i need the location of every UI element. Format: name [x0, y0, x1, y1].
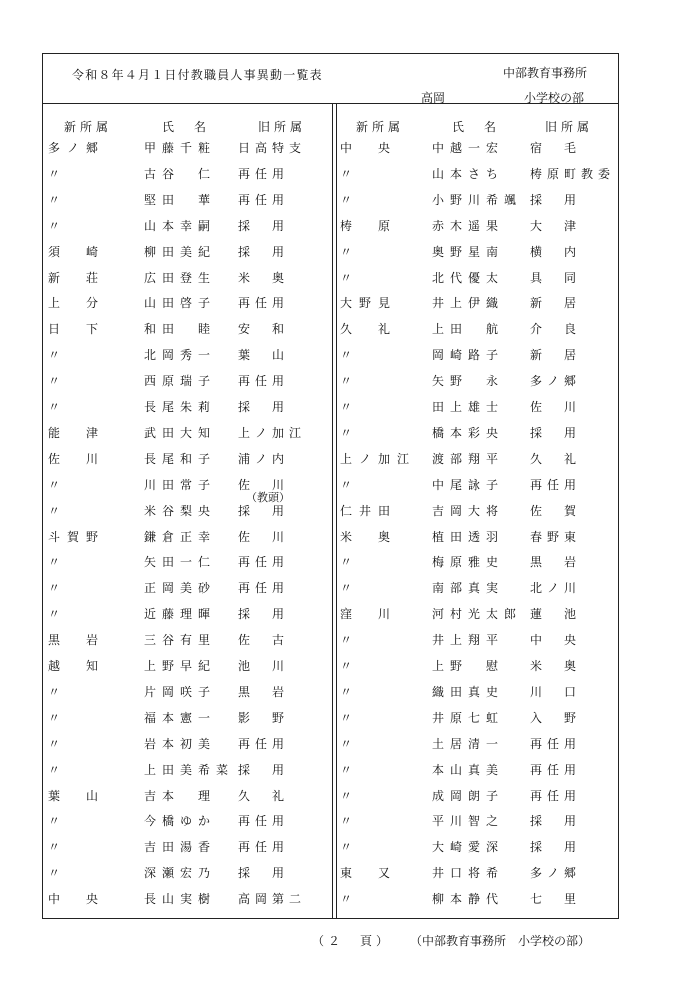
old-school-cell: 再任用: [238, 581, 290, 596]
person-name-cell: 今橋ゆか: [144, 814, 217, 829]
new-school-cell: 〃: [340, 762, 360, 777]
old-school-cell: 影 野: [238, 710, 290, 725]
old-school-cell: 黒 岩: [530, 555, 582, 570]
table-row: [0, 761, 700, 781]
person-name-cell: 矢野 永: [432, 374, 505, 389]
person-name-cell: 田上雄士: [432, 400, 505, 414]
table-row: [0, 579, 700, 599]
new-school-cell: 仁井田: [340, 503, 398, 518]
old-school-cell: 池 川: [238, 659, 290, 673]
new-school-cell: 〃: [340, 892, 360, 907]
new-school-cell: 上ノ加江: [340, 451, 417, 466]
person-name-cell: 長尾朱莉: [144, 400, 217, 414]
old-school-cell: 黒 岩: [238, 684, 290, 699]
old-school-cell: 具 同: [530, 270, 582, 285]
table-row: [0, 864, 700, 884]
old-school-cell: 採 用: [238, 400, 290, 414]
table-row: [0, 294, 700, 314]
new-school-cell: 東 又: [340, 866, 398, 881]
old-school-cell: 久 礼: [238, 788, 290, 803]
table-row: [0, 553, 700, 573]
new-school-cell: 久 礼: [340, 322, 398, 337]
person-name-cell: 上田 航: [432, 322, 505, 337]
old-school-cell: 採 用: [530, 814, 582, 829]
new-school-cell: 〃: [340, 788, 360, 803]
old-school-cell: 七 里: [530, 892, 582, 907]
new-school-cell: 上 分: [48, 296, 106, 311]
old-school-cell: 再任用: [238, 840, 290, 855]
new-school-cell: 〃: [340, 710, 360, 725]
person-name-cell: 成岡朗子: [432, 788, 505, 803]
old-school-cell: 介 良: [530, 322, 582, 337]
old-school-cell: 上ノ加江: [238, 425, 307, 440]
person-name-cell: 橋本彩央: [432, 425, 505, 440]
table-row: [0, 502, 700, 522]
new-school-cell: 〃: [340, 166, 360, 181]
old-school-cell: 川 口: [530, 684, 582, 699]
new-school-cell: 新 荘: [48, 270, 106, 285]
person-name-cell: 和田 睦: [144, 322, 217, 337]
old-school-cell: 再任用: [238, 814, 290, 829]
new-school-cell: 〃: [48, 555, 68, 570]
table-row: [0, 476, 700, 496]
new-school-cell: 〃: [340, 425, 360, 440]
new-school-cell: 黒 岩: [48, 633, 106, 648]
new-school-cell: 〃: [340, 736, 360, 751]
new-school-cell: 〃: [48, 866, 68, 881]
person-name-cell: 山本さち: [432, 166, 505, 181]
old-school-cell: 浦ノ内: [238, 451, 290, 466]
person-name-cell: 古谷 仁: [144, 166, 217, 181]
old-school-cell: 再任用: [238, 166, 290, 181]
new-school-cell: 〃: [48, 348, 68, 363]
person-name-cell: 西原瑞子: [144, 374, 217, 389]
old-school-cell: 佐 川: [530, 400, 582, 414]
new-school-cell: 〃: [48, 840, 68, 855]
person-name-cell: 鎌倉正幸: [144, 529, 217, 544]
table-row: [0, 191, 700, 211]
old-school-cell: 採 用: [530, 192, 582, 207]
person-name-cell: 武田大知: [144, 425, 217, 440]
new-school-cell: 〃: [48, 762, 68, 777]
new-school-cell: 〃: [48, 607, 68, 622]
new-school-cell: 〃: [340, 633, 360, 648]
new-school-cell: 米 奥: [340, 529, 398, 544]
person-name-cell: 片岡咲子: [144, 684, 217, 699]
person-name-cell: 大崎愛深: [432, 840, 505, 855]
old-school-cell: 宿 毛: [530, 141, 582, 155]
old-school-cell: 佐 川: [238, 477, 290, 492]
person-name-cell: 河村光太郎: [432, 607, 523, 622]
new-school-cell: 〃: [48, 684, 68, 699]
new-school-cell: 〃: [340, 659, 360, 673]
new-school-cell: 〃: [340, 400, 360, 414]
new-school-cell: 〃: [48, 581, 68, 596]
new-school-cell: 〃: [48, 192, 68, 207]
office-name: 中部教育事務所: [503, 66, 588, 80]
person-name-cell: 上田美希菜: [144, 762, 235, 777]
col-header-name: 氏 名: [162, 120, 211, 134]
person-name-cell: 渡部翔平: [432, 451, 505, 466]
old-school-cell: 佐 古: [238, 633, 290, 648]
new-school-cell: 佐 川: [48, 451, 106, 466]
person-name-cell: 赤木遥果: [432, 218, 505, 233]
person-name-cell: 小野川希颯: [432, 192, 523, 207]
old-school-cell: 再任用: [530, 762, 582, 777]
person-name-cell: 中越一宏: [432, 141, 505, 155]
person-name-cell: 福本憲一: [144, 710, 217, 725]
new-school-cell: 中 央: [48, 892, 106, 907]
new-school-cell: 日 下: [48, 322, 106, 337]
old-school-cell: 横 内: [530, 244, 582, 259]
new-school-cell: 〃: [48, 166, 68, 181]
new-school-cell: 越 知: [48, 659, 106, 673]
new-school-cell: 〃: [48, 477, 68, 492]
position-note: （教頭）: [246, 491, 290, 504]
person-name-cell: 柳本静代: [432, 892, 505, 907]
table-row: [0, 735, 700, 755]
person-name-cell: 米谷梨央: [144, 503, 217, 518]
person-name-cell: 奥野星南: [432, 244, 505, 259]
new-school-cell: 〃: [48, 814, 68, 829]
new-school-cell: 〃: [340, 840, 360, 855]
new-school-cell: 斗賀野: [48, 529, 106, 544]
person-name-cell: 正岡美砂: [144, 581, 217, 596]
new-school-cell: 大野見: [340, 296, 398, 311]
person-name-cell: 南部真実: [432, 581, 505, 596]
person-name-cell: 植田透羽: [432, 529, 505, 544]
person-name-cell: 深瀬宏乃: [144, 866, 217, 881]
old-school-cell: 米 奥: [530, 659, 582, 673]
person-name-cell: 近藤理暉: [144, 607, 217, 622]
person-name-cell: 井口将希: [432, 866, 505, 881]
table-row: [0, 450, 700, 470]
new-school-cell: 須 崎: [48, 244, 106, 259]
person-name-cell: 土居清一: [432, 736, 505, 751]
new-school-cell: 〃: [340, 555, 360, 570]
page-number: （２ 頁）: [312, 934, 393, 948]
table-row: [0, 269, 700, 289]
new-school-cell: 梼 原: [340, 218, 398, 233]
col-header-new-school: 新所属: [64, 120, 113, 134]
table-row: [0, 320, 700, 340]
person-name-cell: 甲藤千粧: [144, 141, 217, 155]
old-school-cell: 再任用: [238, 374, 290, 389]
person-name-cell: 上野 慰: [432, 659, 505, 673]
person-name-cell: 三谷有里: [144, 633, 217, 648]
person-name-cell: 織田真史: [432, 684, 505, 699]
person-name-cell: 柳田美紀: [144, 244, 217, 259]
old-school-cell: 佐 川: [238, 529, 290, 544]
person-name-cell: 広田登生: [144, 270, 217, 285]
old-school-cell: 入 野: [530, 710, 582, 725]
table-row: [0, 528, 700, 548]
new-school-cell: 〃: [340, 374, 360, 389]
document-title: 令和８年４月１日付教職員人事異動一覧表: [72, 68, 323, 82]
table-row: [0, 165, 700, 185]
person-name-cell: 上野早紀: [144, 659, 217, 673]
old-school-cell: 採 用: [238, 503, 290, 518]
new-school-cell: 窪 川: [340, 607, 398, 622]
person-name-cell: 吉田湯香: [144, 840, 217, 855]
person-name-cell: 井原七虹: [432, 710, 505, 725]
table-row: [0, 709, 700, 729]
old-school-cell: 採 用: [238, 607, 290, 622]
old-school-cell: 再任用: [238, 555, 290, 570]
old-school-cell: 中 央: [530, 633, 582, 648]
person-name-cell: 川田常子: [144, 477, 217, 492]
table-row: [0, 631, 700, 651]
table-row: [0, 787, 700, 807]
old-school-cell: 再任用: [530, 477, 582, 492]
old-school-cell: 再任用: [238, 192, 290, 207]
old-school-cell: 再任用: [530, 736, 582, 751]
section-name: 小学校の部: [524, 91, 585, 105]
person-name-cell: 北岡秀一: [144, 348, 217, 363]
old-school-cell: 大 津: [530, 218, 582, 233]
table-row: [0, 398, 700, 418]
col-header-old-school: 旧所属: [545, 120, 594, 134]
old-school-cell: 採 用: [238, 762, 290, 777]
person-name-cell: 山田啓子: [144, 296, 217, 311]
new-school-cell: 〃: [48, 400, 68, 414]
old-school-cell: 梼原町教委: [530, 166, 616, 181]
new-school-cell: 〃: [340, 477, 360, 492]
new-school-cell: 〃: [340, 684, 360, 699]
old-school-cell: 再任用: [238, 736, 290, 751]
person-name-cell: 井上伊織: [432, 296, 505, 311]
table-row: [0, 683, 700, 703]
old-school-cell: 米 奥: [238, 270, 290, 285]
person-name-cell: 中尾詠子: [432, 477, 505, 492]
old-school-cell: 採 用: [530, 425, 582, 440]
old-school-cell: 日高特支: [238, 141, 307, 155]
new-school-cell: 多ノ郷: [48, 141, 106, 155]
table-row: [0, 372, 700, 392]
old-school-cell: 葉 山: [238, 348, 290, 363]
person-name-cell: 井上翔平: [432, 633, 505, 648]
table-row: [0, 812, 700, 832]
old-school-cell: 多ノ郷: [530, 866, 582, 881]
new-school-cell: 〃: [48, 710, 68, 725]
old-school-cell: 佐 賀: [530, 503, 582, 518]
old-school-cell: 採 用: [238, 244, 290, 259]
person-name-cell: 北代優太: [432, 270, 505, 285]
col-header-new-school: 新所属: [356, 120, 405, 134]
person-name-cell: 梅原雅史: [432, 555, 505, 570]
new-school-cell: 〃: [340, 581, 360, 596]
new-school-cell: 〃: [340, 814, 360, 829]
new-school-cell: 〃: [48, 503, 68, 518]
old-school-cell: 北ノ川: [530, 581, 582, 596]
person-name-cell: 本山真美: [432, 762, 505, 777]
region-name: 高岡: [421, 91, 446, 105]
new-school-cell: 〃: [340, 348, 360, 363]
old-school-cell: 再任用: [238, 296, 290, 311]
old-school-cell: 久 礼: [530, 451, 582, 466]
header-divider: [42, 103, 619, 104]
new-school-cell: 〃: [340, 270, 360, 285]
new-school-cell: 〃: [48, 218, 68, 233]
table-row: [0, 243, 700, 263]
person-name-cell: 山本幸嗣: [144, 218, 217, 233]
old-school-cell: 採 用: [238, 866, 290, 881]
new-school-cell: 〃: [48, 736, 68, 751]
table-row: [0, 424, 700, 444]
new-school-cell: 〃: [340, 192, 360, 207]
table-row: [0, 838, 700, 858]
old-school-cell: 高岡第二: [238, 892, 307, 907]
old-school-cell: 再任用: [530, 788, 582, 803]
person-name-cell: 吉本 理: [144, 788, 217, 803]
old-school-cell: 採 用: [530, 840, 582, 855]
old-school-cell: 採 用: [238, 218, 290, 233]
person-name-cell: 堅田 華: [144, 192, 217, 207]
table-row: [0, 890, 700, 910]
person-name-cell: 吉岡大将: [432, 503, 505, 518]
old-school-cell: 新 居: [530, 296, 582, 311]
person-name-cell: 長山実樹: [144, 892, 217, 907]
table-row: [0, 217, 700, 237]
new-school-cell: 〃: [48, 374, 68, 389]
new-school-cell: 中 央: [340, 141, 398, 155]
person-name-cell: 長尾和子: [144, 451, 217, 466]
person-name-cell: 平川智之: [432, 814, 505, 829]
old-school-cell: 安 和: [238, 322, 290, 337]
old-school-cell: 蓮 池: [530, 607, 582, 622]
col-header-name: 氏 名: [452, 120, 501, 134]
col-header-old-school: 旧所属: [258, 120, 307, 134]
table-row: [0, 346, 700, 366]
new-school-cell: 葉 山: [48, 788, 106, 803]
new-school-cell: 〃: [340, 244, 360, 259]
person-name-cell: 岩本初美: [144, 736, 217, 751]
table-row: [0, 657, 700, 677]
table-row: [0, 605, 700, 625]
old-school-cell: 多ノ郷: [530, 374, 582, 389]
old-school-cell: 春野東: [530, 529, 582, 544]
old-school-cell: 新 居: [530, 348, 582, 363]
person-name-cell: 岡崎路子: [432, 348, 505, 363]
new-school-cell: 能 津: [48, 425, 106, 440]
footer-office: （中部教育事務所 小学校の部）: [410, 934, 591, 948]
table-row: [0, 139, 700, 159]
person-name-cell: 矢田一仁: [144, 555, 217, 570]
